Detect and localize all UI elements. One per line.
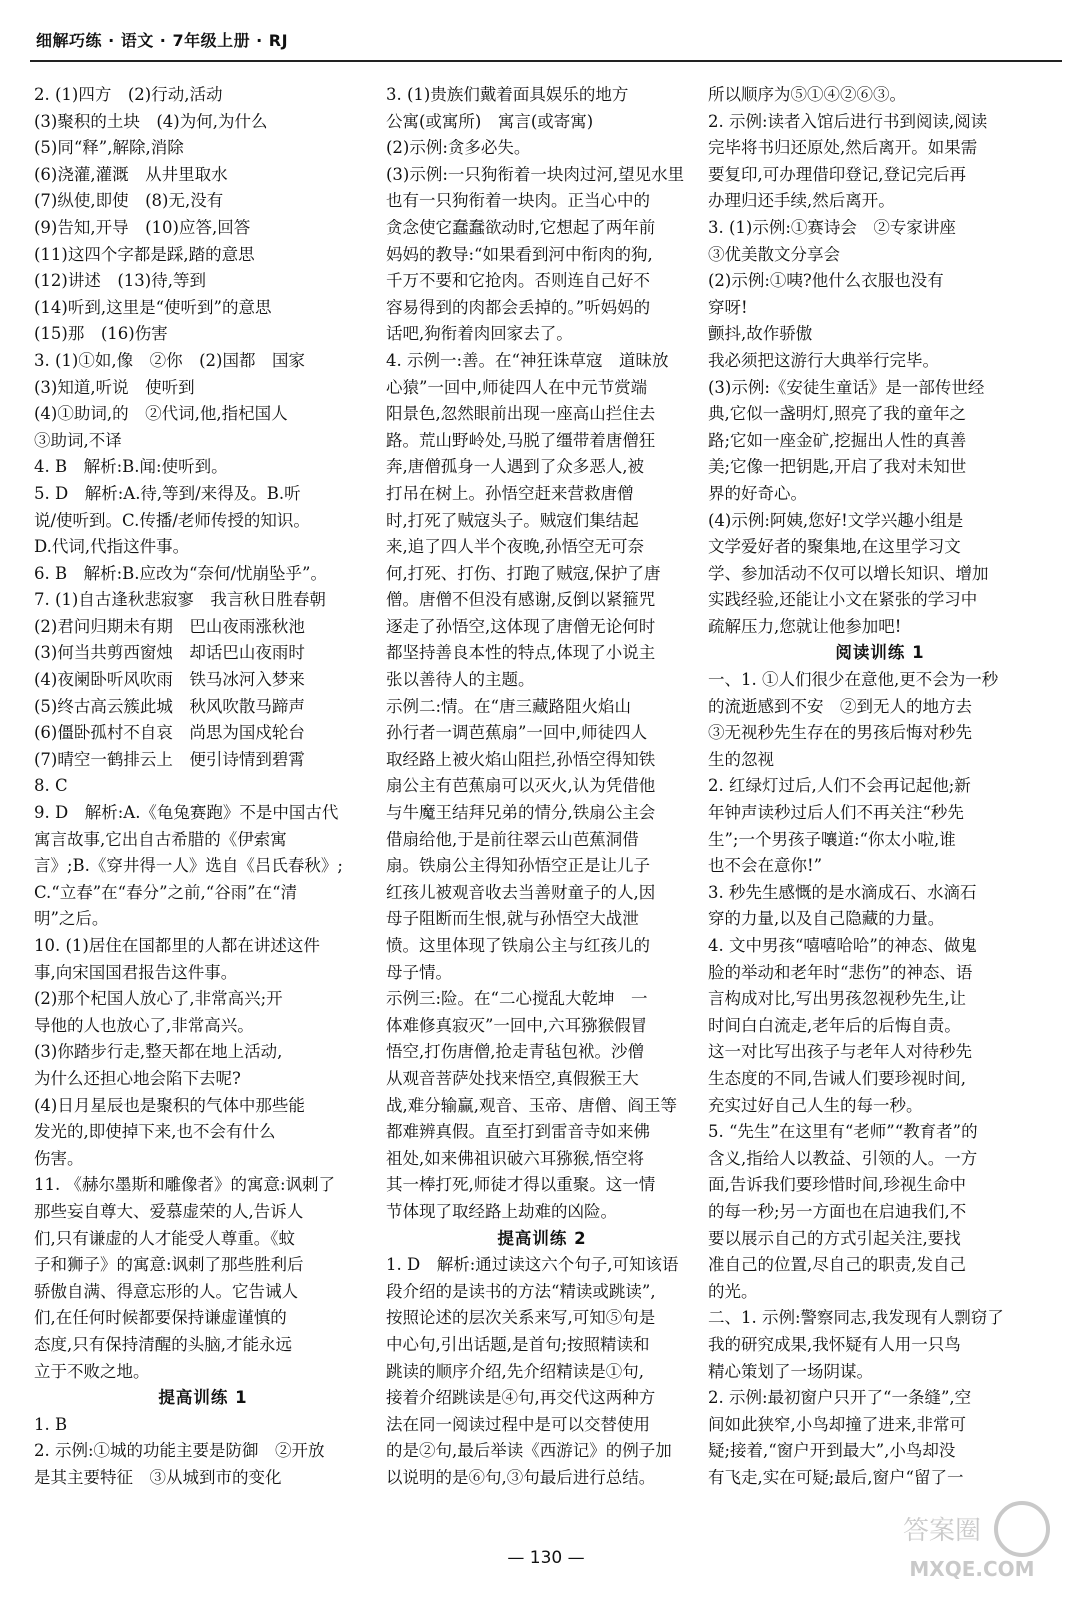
answer-line: 奔,唐僧孤身一人遇到了众多恶人,被	[386, 457, 644, 477]
answer-line: 办理归还手续,然后离开。	[708, 191, 895, 211]
answer-line: 所以顺序为⑤①④②⑥③。	[708, 85, 906, 104]
header-rule	[30, 60, 1062, 62]
answer-line: 导他的人也放心了,非常高兴。	[34, 1015, 254, 1035]
answer-line: 11. 《赫尔墨斯和雕像者》的寓意:讽刺了	[34, 1175, 336, 1195]
answer-line: 实践经验,还能让小文在紧张的学习中	[708, 590, 978, 610]
answer-line: 其一棒打死,师徒才得以重聚。这一情	[386, 1175, 656, 1195]
answer-line: 骄傲自满、得意忘形的人。它告诫人	[34, 1281, 298, 1301]
answer-line: 伤害。	[34, 1148, 84, 1168]
answer-line: 与牛魔王结拜兄弟的情分,铁扇公主会	[386, 803, 656, 823]
answer-line: 1. B	[34, 1414, 68, 1434]
section-heading: 提高训练 2	[497, 1228, 587, 1248]
answer-line: 从观音菩萨处找来悟空,真假猴王大	[386, 1068, 639, 1088]
answer-line: (7)晴空一鹤排云上 便引诗情到碧霄	[34, 749, 305, 769]
answer-line: 僧。唐僧不但没有感谢,反倒以紧箍咒	[386, 590, 656, 610]
answer-line: 路。荒山野岭处,马脱了缰带着唐僧狂	[386, 430, 656, 450]
answer-line: (2)示例:①咦?他什么衣服也没有	[708, 271, 944, 291]
answer-line: 立于不败之地。	[34, 1361, 150, 1381]
answer-line: (9)告知,开导 (10)应答,回答	[34, 217, 251, 237]
answer-line: 穿呀!	[708, 297, 748, 317]
answer-line: 为什么还担心地会陷下去呢?	[34, 1068, 241, 1088]
answer-line: (6)僵卧孤村不自哀 尚思为国戍轮台	[34, 723, 305, 743]
answer-line: 段介绍的是读书的方法“精读或跳读”,	[386, 1281, 656, 1301]
answer-line: 时间白白流走,老年后的后悔自责。	[708, 1015, 961, 1035]
answer-line: 充实过好自己人生的每一秒。	[708, 1095, 923, 1115]
answer-line: 这一对比写出孩子与老年人对待秒先	[708, 1042, 972, 1062]
answer-line: (4)夜阑卧听风吹雨 铁马冰河入梦来	[34, 670, 305, 690]
answer-line: 疑;接着,“窗户开到最大”,小鸟却没	[708, 1441, 956, 1461]
answer-line: 4. 示例一:善。在“神狂诛草寇 道昧放	[386, 350, 669, 370]
answer-line: 面,告诉我们要珍惜时间,珍视生命中	[708, 1175, 966, 1195]
answer-line: 千万不要和它抢肉。否则连自己好不	[386, 271, 650, 291]
answer-line: (5)终古高云簇此城 秋风吹散马蹄声	[34, 696, 305, 716]
answer-line: ③无视秒先生存在的男孩后悔对秒先	[708, 723, 972, 743]
answer-line: 是其主要特征 ③从城到市的变化	[34, 1467, 282, 1487]
answer-line: 都难辨真假。直至打到雷音寺如来佛	[386, 1122, 650, 1142]
answer-line: 接着介绍跳读是④句,再交代这两种方	[386, 1388, 656, 1408]
answer-line: 贪念使它蠢蠢欲动时,它想起了两年前	[386, 217, 656, 237]
answer-line: 3. (1)贵族们戴着面具娱乐的地方	[386, 85, 629, 104]
answer-line: 打吊在树上。孙悟空赶来营救唐僧	[386, 483, 634, 503]
answer-line: 母子情。	[386, 962, 452, 982]
answer-line: 的光。	[708, 1281, 758, 1301]
answer-line: 6. B 解析:B.应改为“奈何/忧崩坠乎”。	[34, 563, 327, 583]
answer-column-middle	[386, 82, 698, 1491]
answer-line: 有飞走,实在可疑;最后,窗户“留了一	[708, 1467, 964, 1487]
answer-line: 路;它如一座金矿,挖掘出人性的真善	[708, 430, 967, 450]
answer-line: 公寓(或寓所) 寓言(或寄寓)	[386, 111, 594, 131]
answer-line: 寓言故事,它出自古希腊的《伊索寓	[34, 829, 287, 849]
running-header: 细解巧练 · 语文 · 7年级上册 · RJ	[36, 31, 289, 50]
answer-line: 话吧,狗衔着肉回家去了。	[386, 324, 573, 344]
answer-line: 那些妄自尊大、爱慕虚荣的人,告诉人	[34, 1201, 304, 1221]
answer-line: 典,它似一盏明灯,照亮了我的童年之	[708, 404, 966, 424]
answer-line: 态度,只有保持清醒的头脑,才能永远	[34, 1334, 292, 1354]
answer-line: 生”;一个男孩子嚷道:“你太小啦,谁	[708, 829, 956, 849]
answer-line: 2. 示例:最初窗户只开了“一条缝”,空	[708, 1388, 972, 1408]
answer-line: 事,向宋国国君报告这件事。	[34, 962, 238, 982]
answer-line: 法在同一阅读过程中是可以交替使用	[386, 1414, 650, 1434]
answer-line: 要以展示自己的方式引起关注,要找	[708, 1228, 961, 1248]
answer-line: 准自己的位置,尽自己的职责,发自己	[708, 1255, 966, 1275]
answer-line: 精心策划了一场阴谋。	[708, 1361, 873, 1381]
answer-line: 战,难分输赢,观音、玉帝、唐僧、阎王等	[386, 1095, 677, 1115]
answer-line: 3. (1)①如,像 ②你 (2)国都 国家	[34, 350, 305, 370]
answer-line: 的流逝感到不安 ②到无人的地方去	[708, 696, 972, 716]
answer-line: (3)聚积的土块 (4)为何,为什么	[34, 111, 268, 131]
answer-line: 体难修真寂灭”一回中,六耳猕猴假冒	[386, 1015, 648, 1035]
answer-line: (4)示例:阿姨,您好!文学兴趣小组是	[708, 510, 964, 530]
section-heading: 阅读训练 1	[835, 643, 925, 663]
answer-line: 含义,指给人以教益、引领的人。一方	[708, 1148, 978, 1168]
answer-line: 1. D 解析:通过读这六个句子,可知该语	[386, 1255, 679, 1275]
answer-line: 4. 文中男孩“嘻嘻哈哈”的神态、做鬼	[708, 936, 977, 955]
answer-line: 来,追了四人半个夜晚,孙悟空无可奈	[386, 537, 644, 557]
answer-line: 8. C	[34, 776, 68, 796]
answer-line: 年钟声读秒过后人们不再关注“秒先	[708, 803, 964, 823]
answer-line: 子和狮子》的寓意:讽刺了那些胜利后	[34, 1255, 304, 1275]
answer-line: 2. 红绿灯过后,人们不会再记起他;新	[708, 776, 971, 796]
answer-line: (6)浇灌,灌溉 从井里取水	[34, 164, 228, 184]
answer-line: 言构成对比,写出男孩忽视秒先生,让	[708, 989, 966, 1009]
page-number: — 130 —	[507, 1548, 585, 1568]
answer-line: 时,打死了贼寇头子。贼寇们集结起	[386, 510, 639, 530]
answer-line: (7)纵使,即使 (8)无,没有	[34, 191, 224, 211]
answer-line: (4)日月星辰也是聚积的气体中那些能	[34, 1095, 305, 1115]
answer-line: 疏解压力,您就让他参加吧!	[708, 616, 902, 636]
answer-line: 完毕将书归还原处,然后离开。如果需	[708, 138, 978, 158]
answer-line: 文学爱好者的聚集地,在这里学习文	[708, 537, 961, 557]
answer-line: 们,在任何时候都要保持谦虚谨慎的	[34, 1308, 287, 1328]
answer-line: 心猿”一回中,师徒四人在中元节赏端	[386, 377, 648, 397]
answer-line: 2. (1)四方 (2)行动,活动	[34, 85, 223, 104]
answer-line: 说/使听到。C.传播/老师传授的知识。	[34, 510, 310, 530]
answer-line: 悟空,打伤唐僧,抢走青毡包袱。沙僧	[386, 1042, 644, 1062]
answer-line: 的每一秒;另一方面也在启迪我们,不	[708, 1201, 967, 1221]
answer-line: 生态度的不同,告诫人们要珍视时间,	[708, 1068, 966, 1088]
answer-line: 孙行者一调芭蕉扇”一回中,师徒四人	[386, 723, 648, 743]
answer-line: 我的研究成果,我怀疑有人用一只鸟	[708, 1334, 961, 1354]
answer-line: 的是②句,最后举读《西游记》的例子加	[386, 1441, 672, 1461]
answer-line: 2. 示例:读者入馆后进行书到阅读,阅读	[708, 111, 988, 131]
answer-line: (11)这四个字都是踩,踏的意思	[34, 244, 255, 264]
answer-line: 言》;B.《穿井得一人》选自《吕氏春秋》;	[34, 856, 343, 876]
answer-line: (2)那个杞国人放心了,非常高兴;开	[34, 989, 283, 1009]
answer-line: (3)知道,听说 使听到	[34, 377, 195, 397]
answer-line: (3)示例:一只狗衔着一块肉过河,望见水里	[386, 164, 685, 184]
watermark-text: 答案圈	[902, 1516, 982, 1546]
answer-line: 9. D 解析:A.《龟兔赛跑》不是中国古代	[34, 803, 339, 823]
answer-line: 妈妈的教导:“如果看到河中衔肉的狗,	[386, 244, 653, 264]
answer-line: 都坚持善良本性的特点,体现了小说主	[386, 643, 656, 663]
answer-line: 颤抖,故作骄傲	[708, 324, 813, 344]
answer-line: 示例二:情。在“唐三藏路阻火焰山	[386, 696, 631, 716]
answer-line: 4. B 解析:B.闻:使听到。	[34, 457, 228, 477]
answer-line: 扇公主有芭蕉扇可以灭火,认为凭借他	[386, 776, 656, 796]
answer-line: 3. (1)示例:①赛诗会 ②专家讲座	[708, 217, 956, 237]
answer-line: 阳景色,忽然眼前出现一座高山拦住去	[386, 404, 656, 424]
answer-line: 我必须把这游行大典举行完毕。	[708, 350, 939, 370]
answer-line: 2. 示例:①城的功能主要是防御 ②开放	[34, 1441, 325, 1461]
answer-line: 红孩儿被观音收去当善财童子的人,因	[386, 882, 656, 902]
answer-line: C.“立春”在“春分”之前,“谷雨”在“清	[34, 882, 298, 902]
watermark-logo	[872, 1494, 1072, 1584]
answer-line: (2)君问归期未有期 巴山夜雨涨秋池	[34, 616, 305, 636]
answer-line: 祖处,如来佛祖识破六耳猕猴,悟空将	[386, 1148, 644, 1168]
answer-line: 也不会在意你!”	[708, 856, 823, 876]
answer-line: (15)那 (16)伤害	[34, 324, 168, 344]
answer-line: 逐走了孙悟空,这体现了唐僧无论何时	[386, 616, 656, 636]
answer-line: 示例三:险。在“二心搅乱大乾坤 一	[386, 989, 648, 1009]
answer-column-right	[708, 82, 1052, 1491]
answer-line: 借扇给他,于是前往翠云山芭蕉洞借	[386, 829, 639, 849]
answer-line: 要复印,可办理借印登记,登记完后再	[708, 164, 966, 184]
answer-line: ③优美散文分享会	[708, 244, 840, 264]
answer-line: 间如此狭窄,小鸟却撞了进来,非常可	[708, 1414, 966, 1434]
answer-line: 也有一只狗衔着一块肉。正当心中的	[386, 191, 650, 211]
answer-line: 跳读的顺序介绍,先介绍精读是①句,	[386, 1361, 644, 1381]
answer-line: (3)你踏步行走,整天都在地上活动,	[34, 1042, 283, 1062]
answer-line: 发光的,即使掉下来,也不会有什么	[34, 1122, 276, 1142]
answer-line: 学、参加活动不仅可以增长知识、增加	[708, 563, 989, 583]
answer-line: 扇。铁扇公主得知孙悟空正是让儿子	[386, 856, 650, 876]
answer-line: (5)同“释”,解除,消除	[34, 138, 184, 158]
answer-line: 5. D 解析:A.待,等到/来得及。B.听	[34, 483, 301, 503]
answer-line: 美;它像一把钥匙,开启了我对未知世	[708, 457, 967, 477]
answer-line: D.代词,代指这件事。	[34, 537, 190, 557]
answer-line: ③助词,不译	[34, 430, 122, 450]
answer-line: 节体现了取经路上劫难的凶险。	[386, 1201, 617, 1221]
answer-line: 脸的举动和老年时“悲伤”的神态、语	[708, 962, 973, 982]
answer-line: 10. (1)居住在国都里的人都在讲述这件	[34, 936, 320, 955]
answer-line: 们,只有谦虚的人才能受人尊重。《蚊	[34, 1228, 295, 1248]
section-heading: 提高训练 1	[158, 1388, 248, 1408]
answer-line: (3)示例:《安徒生童话》是一部传世经	[708, 377, 985, 397]
answer-line: 中心句,引出话题,是首句;按照精读和	[386, 1334, 650, 1354]
answer-line: 何,打死、打伤、打跑了贼寇,保护了唐	[386, 563, 661, 583]
answer-line: (14)听到,这里是“使听到”的意思	[34, 297, 272, 317]
answer-line: 取经路上被火焰山阻拦,孙悟空得知铁	[386, 749, 656, 769]
answer-line: 母子阻断而生恨,就与孙悟空大战泄	[386, 909, 639, 929]
answer-line: 明”之后。	[34, 909, 109, 929]
answer-line: 以说明的是⑥句,③句最后进行总结。	[386, 1467, 656, 1487]
answer-line: 按照论述的层次关系来写,可知⑤句是	[386, 1308, 656, 1328]
answer-line: 愤。这里体现了铁扇公主与红孩儿的	[386, 936, 650, 955]
answer-line: 7. (1)自古逢秋悲寂寥 我言秋日胜春朝	[34, 590, 326, 610]
answer-line: (4)①助词,的 ②代词,他,指杞国人	[34, 404, 288, 424]
answer-line: 容易得到的肉都会丢掉的。”听妈妈的	[386, 297, 651, 317]
answer-line: 界的好奇心。	[708, 483, 807, 503]
answer-line: 3. 秒先生感慨的是水滴成石、水滴石	[708, 882, 977, 902]
watermark-url: MXQE.COM	[909, 1557, 1035, 1581]
answer-line: (3)何当共剪西窗烛 却话巴山夜雨时	[34, 643, 305, 663]
answer-line: 一、1. ①人们很少在意他,更不会为一秒	[708, 670, 999, 690]
answer-line: 张以善待人的主题。	[386, 670, 535, 690]
answer-line: 二、1. 示例:警察同志,我发现有人剽窃了	[708, 1308, 1004, 1328]
answer-column-left	[34, 82, 372, 1491]
answer-line: 生的忽视	[708, 749, 774, 769]
answer-line: 穿的力量,以及自己隐藏的力量。	[708, 909, 945, 929]
answer-line: 5. “先生”在这里有“老师”“教育者”的	[708, 1122, 978, 1142]
answer-line: (12)讲述 (13)待,等到	[34, 271, 206, 291]
answer-line: (2)示例:贪多必失。	[386, 138, 531, 158]
